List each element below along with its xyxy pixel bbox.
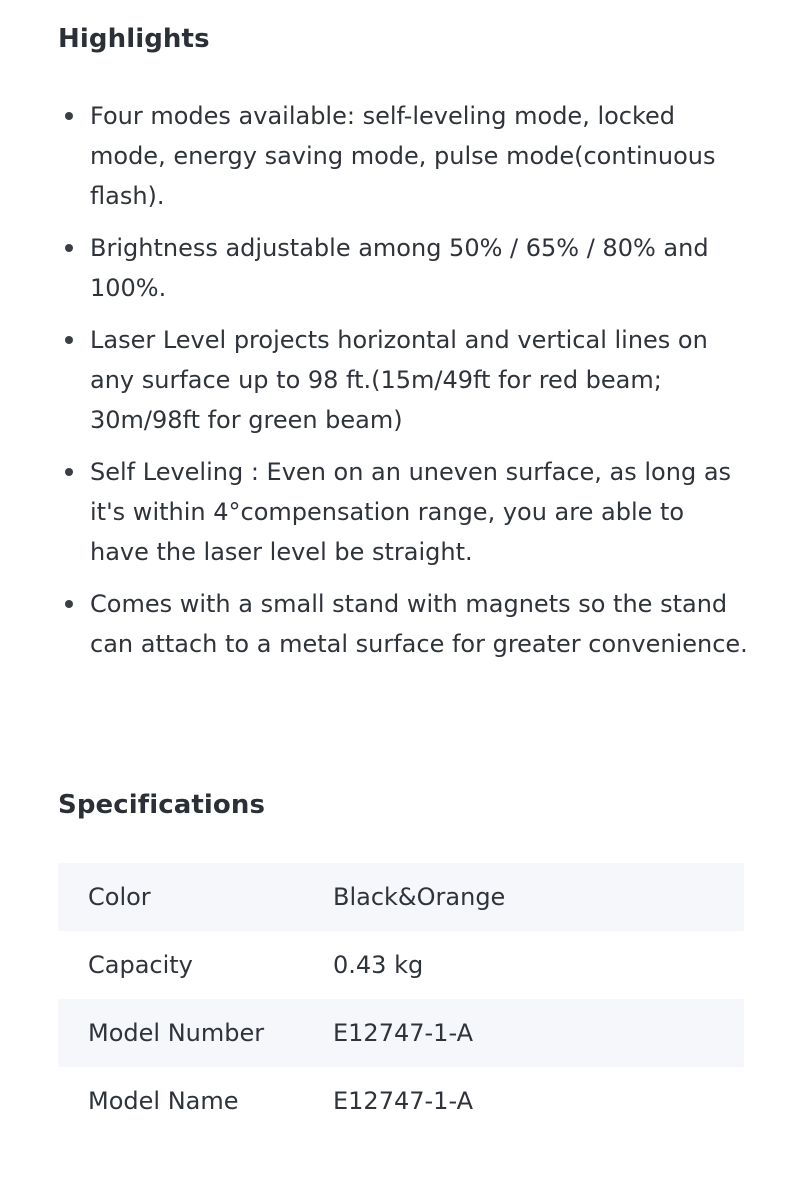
spec-value: E12747-1-A: [333, 1087, 473, 1115]
highlights-heading: Highlights: [58, 24, 210, 54]
highlight-text: Four modes available: self-leveling mode, locked mode, energy saving mode, pulse mode(continuous flash).: [90, 102, 716, 210]
specifications-table: [58, 863, 744, 1135]
spec-value: E12747-1-A: [333, 1019, 473, 1047]
highlight-text: Brightness adjustable among 50% / 65% / 80% and 100%.: [90, 234, 709, 302]
spec-row-capacity: [58, 931, 744, 999]
highlight-text: Self Leveling : Even on an uneven surface, as long as it's within 4°compensation range, you are able to have the laser level be straight.: [90, 458, 732, 566]
spec-value: 0.43 kg: [333, 951, 424, 979]
highlight-text: Comes with a small stand with magnets so the stand can attach to a metal surface for greater convenience.: [90, 590, 748, 658]
highlight-item: [58, 96, 748, 216]
bullet-icon: [65, 244, 73, 252]
spec-value: Black&Orange: [333, 883, 506, 911]
spec-row-color: [58, 863, 744, 931]
spec-key: Capacity: [88, 951, 193, 979]
specifications-heading: Specifications: [58, 790, 266, 820]
highlight-item: [58, 584, 748, 664]
bullet-icon: [65, 112, 73, 120]
highlight-item: [58, 228, 748, 308]
highlight-item: [58, 320, 748, 440]
bullet-icon: [65, 336, 73, 344]
spec-key: Model Number: [88, 1019, 265, 1047]
spec-key: Color: [88, 883, 151, 911]
bullet-icon: [65, 468, 73, 476]
highlight-text: Laser Level projects horizontal and vertical lines on any surface up to 98 ft.(15m/49ft for red beam; 30m/98ft for green beam): [90, 326, 708, 434]
highlights-list: [58, 96, 748, 676]
bullet-icon: [65, 600, 73, 608]
spec-row-model-number: [58, 999, 744, 1067]
spec-row-model-name: [58, 1067, 744, 1135]
highlight-item: [58, 452, 748, 572]
spec-key: Model Name: [88, 1087, 239, 1115]
